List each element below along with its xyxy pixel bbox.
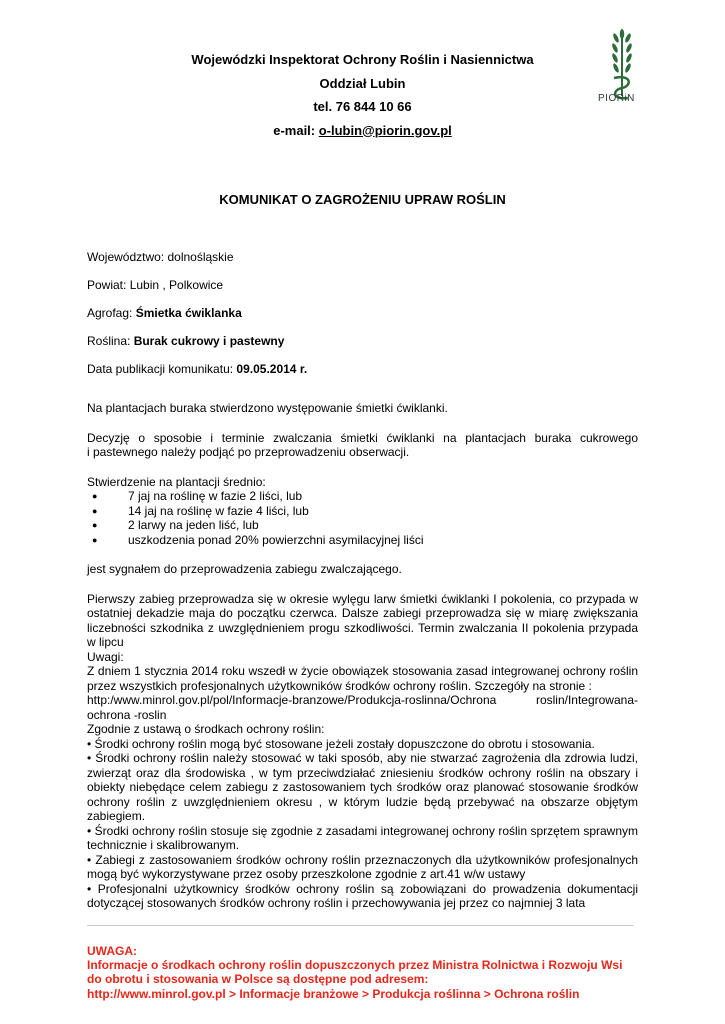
paragraph-3: Pierwszy zabieg przeprowadza się w okresie wylęgu larw śmietki ćwiklanki I pokolenia, co przypada w ostatniej dekadzie maja do początku czerwca. Dalsze zabiegi przeprowadza się w miarę zwiększania liczebności szkodnika z uwzględnieniem progu szkodliwości. Termin zwalczania II pokolenia przypada w lipcu bbox=[87, 591, 638, 649]
document-header bbox=[130, 48, 595, 142]
email-line bbox=[130, 119, 595, 143]
note-4: • Zabiegi z zastosowaniem środków ochrony roślin przeznaczonych dla użytkowników profesjonalnych mogą być wykorzystywane przez osoby przeszkolone zgodnie z art.41 w/w ustawy bbox=[87, 852, 638, 881]
document-body bbox=[87, 401, 638, 911]
roslina-label: Roślina: bbox=[87, 334, 134, 348]
page-title: KOMUNIKAT O ZAGROŻENIU UPRAW ROŚLIN bbox=[219, 192, 506, 207]
agrofag-value: Śmietka ćwiklanka bbox=[135, 306, 242, 320]
url-line-1: http:/www.minrol.gov.pl/pol/Informacje-branzowe/Produkcja-roslinna/Ochrona roslin/Integrowana- bbox=[87, 693, 638, 707]
email-link[interactable]: o-lubin@piorin.gov.pl bbox=[318, 122, 452, 138]
paragraph-2 bbox=[87, 431, 638, 460]
notes-section bbox=[87, 592, 638, 911]
list-item: ● uszkodzenia ponad 20% powierzchni asymilacyjnej liści bbox=[87, 533, 638, 548]
data-label: Data publikacji komunikatu: bbox=[87, 362, 237, 376]
sygnal-text: jest sygnałem do przeprowadzenia zabiegu zwalczającego. bbox=[87, 562, 402, 576]
wojewodztwo-value: dolnośląskie bbox=[167, 250, 234, 264]
footer-uwaga: UWAGA: bbox=[87, 944, 137, 958]
logo-text: PIORiN bbox=[598, 93, 635, 104]
list-item: ● 2 larwy na jeden liść, lub bbox=[87, 518, 638, 533]
meta-roslina bbox=[87, 334, 307, 362]
powiat-value: Lubin , Polkowice bbox=[129, 278, 224, 292]
threshold-list bbox=[87, 489, 638, 547]
paragraph-2-line-2: i pastewnego należy podjąć po przeprowadzeniu obserwacji. bbox=[87, 445, 410, 459]
meta-wojewodztwo bbox=[87, 250, 307, 278]
footer-line-2: do obrotu i stosowania w Polsce są dostępne pod adresem: bbox=[87, 972, 429, 987]
footer-line-1: Informacje o środkach ochrony roślin dopuszczonych przez Ministra Rolnictwa i Rozwoju Wsi bbox=[87, 958, 623, 973]
stwierdzenie-text: Stwierdzenie na plantacji średnio: bbox=[87, 474, 266, 489]
note-2: • Środki ochrony roślin należy stosować w taki sposób, aby nie stwarzać zagrożenia dla zdrowia ludzi, zwierząt oraz dla środowiska , w tym przeciwdziałać zniesieniu środków ochrony roślin na obszary i obiekty niebędące celem zabiegu z zastosowaniem tych środków oraz planować stosowanie środków ochrony roślin z uwzględnieniem okresu , w którym ludzie będą przebywać na obszarze objętym zabiegiem. bbox=[87, 751, 638, 823]
uwagi-heading: Uwagi: bbox=[87, 649, 124, 664]
powiat-label: Powiat: bbox=[87, 278, 130, 292]
org-name: Wojewódzki Inspektorat Ochrony Roślin i Nasiennictwa bbox=[191, 52, 534, 67]
footer-divider bbox=[87, 925, 634, 926]
agrofag-label: Agrofag: bbox=[87, 306, 136, 320]
data-value: 09.05.2014 r. bbox=[236, 362, 308, 376]
meta-powiat bbox=[87, 278, 307, 306]
phone-number: tel. 76 844 10 66 bbox=[313, 99, 412, 114]
note-1: • Środki ochrony roślin mogą być stosowane jeżeli zostały dopuszczone do obrotu i stosowania. bbox=[87, 736, 595, 751]
footer-line-3[interactable]: http://www.minrol.gov.pl > Informacje branżowe > Produkcja roślinna > Ochrona roślin bbox=[87, 986, 580, 1001]
email-label: e-mail: bbox=[273, 122, 319, 138]
wojewodztwo-label: Województwo: bbox=[87, 250, 168, 264]
url-line-2: ochrona -roslin bbox=[87, 707, 167, 722]
branch-name: Oddział Lubin bbox=[319, 75, 406, 91]
uwagi-text: Z dniem 1 stycznia 2014 roku wszedł w życie obowiązek stosowania zasad integrowanej ochrony roślin przez wszystkich profesjonalnych użytkowników środków ochrony roślin. Szczegóły na stronie : bbox=[87, 664, 638, 693]
note-5: • Profesjonalni użytkownicy środków ochrony roślin są zobowiązani do prowadzenia dokumentacji dotyczącej stosowanych środków ochrony roślin i przechowywania jej przez co najmniej 3 lata bbox=[87, 881, 638, 910]
meta-agrofag bbox=[87, 306, 307, 334]
paragraph-1: Na plantacjach buraka stwierdzono występowanie śmietki ćwiklanki. bbox=[87, 401, 448, 415]
roslina-value: Burak cukrowy i pastewny bbox=[133, 334, 285, 348]
paragraph-2-line-1: Decyzję o sposobie i terminie zwalczania śmietki ćwiklanki na plantacjach buraka cukrowego bbox=[87, 430, 638, 445]
list-item: ● 14 jaj na roślinę w fazie 4 liści, lub bbox=[87, 504, 638, 519]
meta-data bbox=[87, 362, 307, 390]
footer-warning bbox=[87, 944, 647, 1001]
meta-section bbox=[87, 250, 307, 390]
list-item: ● 7 jaj na roślinę w fazie 2 liści, lub bbox=[87, 489, 638, 504]
ustawa-heading: Zgodnie z ustawą o środkach ochrony roślin: bbox=[87, 722, 325, 736]
note-3: • Środki ochrony roślin stosuje się zgodnie z zasadami integrowanej ochrony roślin sprzętem sprawnym technicznie i skalibrowanym. bbox=[87, 823, 638, 852]
